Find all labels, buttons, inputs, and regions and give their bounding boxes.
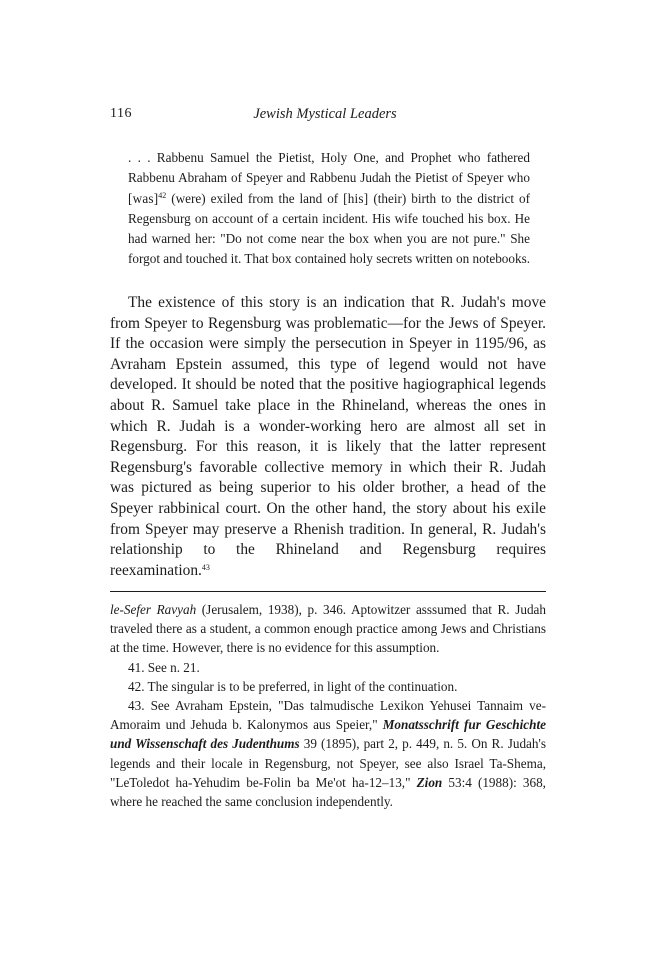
body-text: The existence of this story is an indication that R. Judah's move from Speyer to Regensburg was problematic—for the Jews of Speyer. If the occasion were simply the persecution in Speyer in 1195/96, as Avraham Epstein assumed, this type of legend would not have developed. It should be noted that the positive hagiographical legends about R. Samuel take place in the Rhineland, whereas the ones in which R. Judah is a wonder-working hero are almost all set in Regensburg. For this reason, it is likely that the latter represent Regensburg's favorable collective memory in which their R. Judah was pictured as being superior to his older brother, a head of the Speyer rabbinical court. On the other hand, the story about his exile from Speyer may preserve a Rhenish tradition. In general, R. Judah's relationship to the Rhineland and Regensburg requires reexamination. bbox=[110, 294, 546, 579]
note-ref-43: 43 bbox=[201, 562, 210, 572]
fn43-text-a: 43. See Avraham Epstein, "Das talmudische Lexikon Yehusei Tannaim ve-Amoraim und Jehuda b. Kalonymos aus Speier," bbox=[110, 698, 546, 733]
zion-title: Zion bbox=[416, 774, 443, 790]
continuation-text: (Jerusalem, 1938), p. 346. Aptowitzer asssumed that R. Judah traveled there as a student, a common enough practice among Jews and Christians at the time. However, there is no evidence for this assumption. bbox=[110, 602, 546, 656]
footnotes bbox=[110, 600, 546, 811]
footnote-43 bbox=[110, 696, 546, 811]
footnote-42: 42. The singular is to be preferred, in light of the continuation. bbox=[128, 678, 458, 694]
fn43-text-b: 39 (1895), part 2, p. 449, n. 5. On R. Judah's legends and their locale in Regensburg, not Speyer, see also Israel Ta-Shema, "LeToledot ha-Yehudim be-Folin ba Me'ot ha-12–13," bbox=[110, 736, 546, 790]
bracket-his: [his] bbox=[343, 190, 369, 206]
footnote-continuation bbox=[110, 600, 546, 658]
footnote-rule bbox=[110, 591, 546, 592]
quote-text-3: (their) birth to the district of Regensburg on account of a certain incident. His wife touched his box. He had warned her: "Do not come near the box when you are not pure." She forgot and touched it. That box contained holy secrets written on notebooks. bbox=[128, 190, 531, 267]
running-header: Jewish Mystical Leaders bbox=[253, 106, 397, 122]
journal-title: Monatsschrift fur Geschichte und Wissenschaft des Judenthums bbox=[110, 717, 547, 752]
quote-text-2: (were) exiled from the land of bbox=[166, 190, 344, 206]
note-ref-42: 42 bbox=[158, 190, 167, 200]
quote-text-1: . . . Rabbenu Samuel the Pietist, Holy One, and Prophet who fathered Rabbenu Abraham of Speyer and Rabbenu Judah the Pietist of Speyer who bbox=[128, 150, 530, 186]
body-paragraph bbox=[110, 293, 546, 581]
block-quote bbox=[128, 148, 530, 270]
fn43-text-c: 53:4 (1988): 368, where he reached the same conclusion independently. bbox=[110, 774, 546, 810]
footnote-41: 41. See n. 21. bbox=[128, 659, 200, 675]
cited-title: le-Sefer Ravyah bbox=[110, 602, 197, 617]
page-number: 116 bbox=[110, 106, 132, 121]
bracket-was: [was] bbox=[128, 190, 159, 206]
